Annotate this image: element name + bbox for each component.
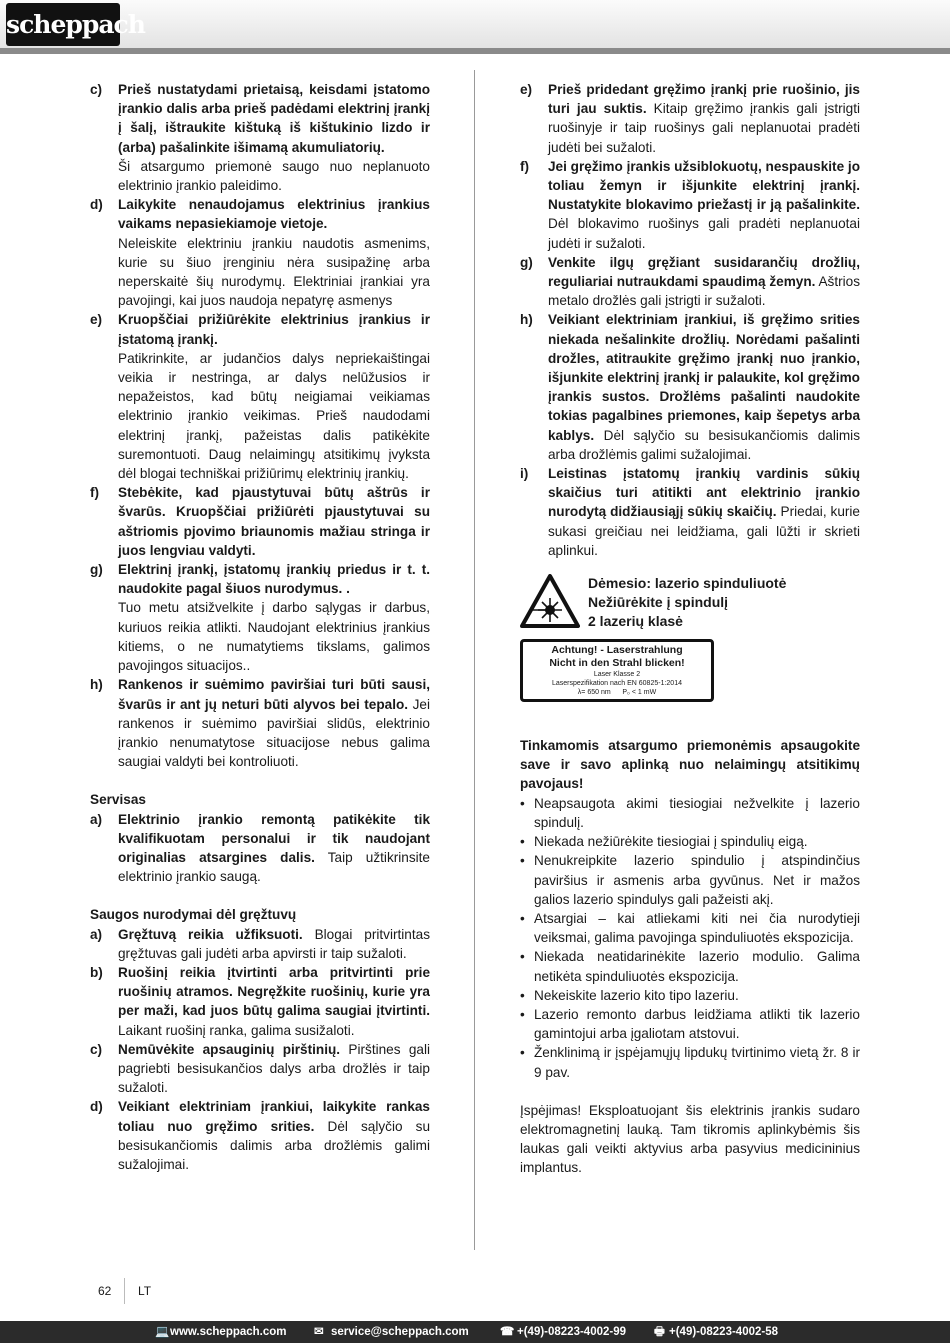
list-item: a) Gręžtuvą reikia užfiksuoti. Blogai pritvirtintas gręžtuvas gali judėti arba apvirsti ir taip sužaloti. [90, 926, 430, 961]
list-item: h) Rankenos ir suėmimo paviršiai turi būti sausi, švarūs ir ant jų neturi būti alyvos bei tepalo. Jei rankenos ir suėmimo paviršiai slidūs, elektrinio įrankio nenumatytose situacijose nebus galima saugiai valdyti bei kontroliuoti. [90, 677, 431, 770]
list-item: c) Nemūvėkite apsauginių pirštinių. Pirštines gali pagriebti besisukančios dalys arba drožlės ir taip sužaloti. [90, 1041, 431, 1096]
list-item: g) Elektrinį įrankį, įstatomų įrankių priedus ir t. t. naudokite pagal šiuos nurodymus. . Tuo metu atsižvelkite į darbo sąlygas ir darbus, kuriuos reikia atlikti. Naudojant elektrinius įrankius kitiems, o ne numatytiems tikslams, galimos pavojingos situacijos.. [90, 562, 430, 674]
column-divider [474, 70, 475, 1250]
fax-icon: 🖶 [654, 1326, 665, 1338]
laser-safety-list [520, 794, 860, 1082]
list-item: g) Venkite ilgų gręžiant susidarančių drožlių, reguliariai nutraukdami spaudimą žemyn. Aštrios metalo drožlės gali įstrigti ir sužaloti. [520, 254, 860, 309]
list-item: b) Ruošinį reikia įtvirtinti arba pritvirtinti prie ruošinių atramos. Negręžkite ruošinių, kurie yra per maži, kad juos būtų galima saugiai įtvirtinti. Laikant ruošinį ranka, galima susižaloti. [90, 964, 430, 1038]
language-code: LT [138, 1284, 152, 1298]
brand-logo: scheppach [6, 3, 120, 46]
list-item: h) Veikiant elektriniam įrankiui, iš gręžimo srities niekada nešalinkite drožlių. Norėdami pašalinti drožles, atitraukite gręžimo įrankį nuo įrankio, išjunkite elektrinį įrankį ir palaukite, kol gręžimo įrankis sustos. Drožlėms pašalinti naudokite tokias pagalbines priemones, kaip šepetys arba kablys. Dėl sąlyčio su besisukančiomis dalimis arba drožlėmis galimi sužalojimai. [520, 312, 860, 462]
section-heading-drill: Saugos nurodymai dėl gręžtuvų [90, 907, 297, 923]
list-item: • Niekada neatidarinėkite lazerio modulio. Galima netikėta spinduliuotės ekspozicija. [520, 949, 860, 984]
web-icon: 💻 [155, 1326, 170, 1338]
page-number: 62 [98, 1284, 112, 1298]
laser-warning [520, 574, 860, 631]
list-item: • Ženklinimą ir įspėjamųjų lipdukų tvirtinimo vietą žr. 8 ir 9 pav. [520, 1045, 860, 1080]
laser-class-label: Achtung! - Laserstrahlung Nicht in den Strahl blicken! Laser Klasse 2 Laserspezifikation nach EN 60825-1:2014 λ= 650 nm P₀ < 1 mW [520, 639, 714, 702]
list-item: f) Stebėkite, kad pjaustytuvai būtų aštrūs ir švarūs. Kruopščiai prižiūrėti pjaustytuvai su aštriomis pjovimo briaunomis mažiau stringa ir juos lengviau valdyti. [90, 485, 430, 558]
list-item: • Neapsaugota akimi tiesiogiai nežvelkite į lazerio spindulį. [520, 795, 860, 830]
laser-warning-line: Nežiūrėkite į spindulį [588, 594, 729, 611]
page-header [0, 0, 950, 48]
laser-warning-line: 2 lazerių klasė [588, 613, 683, 630]
list-item: e) Prieš pridedant gręžimo įrankį prie ruošinio, jis turi jau suktis. Kitaip gręžimo įrankis gali įstrigti ruošinyje ir taip ruošinys gali neplanuotai pradėti judėti bei sužaloti. [520, 82, 861, 155]
email-icon: ✉ [314, 1326, 324, 1338]
list-item: • Atsargiai – kai atliekami kiti nei čia nurodytieji veiksmai, galima pavojinga spinduliuotės ekspozicija. [520, 910, 860, 946]
laser-warning-line: Dėmesio: lazerio spinduliuotė [588, 575, 787, 592]
section-heading-service: Servisas [90, 792, 146, 808]
laser-warning-icon [520, 574, 580, 628]
page-number-divider [124, 1278, 125, 1304]
list-item: f) Jei gręžimo įrankis užsiblokuotų, nespauskite jo toliau žemyn ir išjunkite elektrinį įrankį. Nustatykite blokavimo priežastį ir ją pašalinkite. Dėl blokavimo ruošinys gali pradėti neplanuotai judėti ir sužaloti. [520, 158, 860, 251]
emf-notice: Įspėjimas! Eksploatuojant šis elektrinis įrankis sudaro elektromagnetinį lauką. Tam tikromis aplinkybėmis šis laukas gali veikti aktyvius arba pasyvius medicininius implantus. [520, 1102, 860, 1176]
right-column [520, 80, 860, 1178]
website-link[interactable]: www.scheppach.com [170, 1326, 287, 1338]
list-item: a) Elektrinio įrankio remontą patikėkite tik kvalifikuotam personalui ir tik naudojant originalias atsargines dalis. Taip užtikrinsite elektrinio įrankio saugą. [90, 811, 430, 885]
list-item: d) Laikykite nenaudojamus elektrinius įrankius vaikams nepasiekiamoje vietoje. Neleiskite elektriniu įrankiu naudotis asmenims, kurie su šiuo įrenginiu nėra susipažinę arba neperskaitė šių nurodymų. Elektriniai įrankiai yra pavojingi, kai juos naudoja nepatyrę asmenys [90, 197, 430, 309]
list-item: • Nenukreipkite lazerio spindulio į atspindinčius paviršius ir asmenis arba gyvūnus. Net ir mažos galios lazerio spindulys gali pažeisti akį. [520, 853, 860, 907]
list-item: i) Leistinas įstatomų įrankių vardinis sūkių skaičius turi atitikti ant elektrinio įrankio nurodytą didžiausiąjį sūkių skaičių. Priedai, kurie sukasi greičiau nei leidžiama, gali lūžti ir skrieti aplinkui. [520, 466, 860, 558]
email-link[interactable]: service@scheppach.com [331, 1326, 469, 1338]
phone-number: +(49)-08223-4002-99 [517, 1326, 627, 1338]
list-item: • Niekada nežiūrėkite tiesiogiai į spindulių eigą. [520, 834, 808, 850]
list-item: • Nekeiskite lazerio kito tipo lazeriu. [520, 987, 739, 1003]
protect-heading: Tinkamomis atsargumo priemonėmis apsaugokite save ir savo aplinką nuo nelaimingų atsitikimų pavojaus! [520, 738, 860, 792]
list-item: e) Kruopščiai prižiūrėkite elektrinius įrankius ir įstatomą įrankį. Patikrinkite, ar judančios dalys nepriekaištingai veikia ir nestringa, ar dalys nelūžusios ir nepažeistos, kad būtų neigiamai veikiamas elektrinio įrankio veikimas. Prieš naudodami elektrinį įrankį, pažeistas dalis patikėkite suremontuoti. Daug nelaimingų atsitikimų įvyksta dėl blogai techniškai prižiūrimų elektrinių įrankių. [90, 312, 430, 482]
fax-number: +(49)-08223-4002-58 [669, 1326, 779, 1338]
list-item: • Lazerio remonto darbus leidžiama atlikti tik lazerio gamintojui arba įgaliotam atstovui. [520, 1006, 860, 1042]
list-item: c) Prieš nustatydami prietaisą, keisdami įstatomo įrankio dalis arba prieš padėdami elektrinį įrankį į šalį, ištraukite kištuką iš kištukinio lizdo ir (arba) pašalinkite išimamą akumuliatorių. Ši atsargumo priemonė saugo nuo neplanuoto elektrinio įrankio paleidimo. [90, 82, 430, 194]
header-rule [0, 48, 950, 54]
page-footer [0, 1321, 950, 1343]
phone-icon: ☎ [500, 1326, 515, 1338]
list-item: d) Veikiant elektriniam įrankiui, laikykite rankas toliau nuo gręžimo srities. Dėl sąlyčio su besisukančiomis dalimis arba drožlėmis galimi sužalojimai. [90, 1099, 431, 1172]
left-column [90, 80, 430, 1174]
